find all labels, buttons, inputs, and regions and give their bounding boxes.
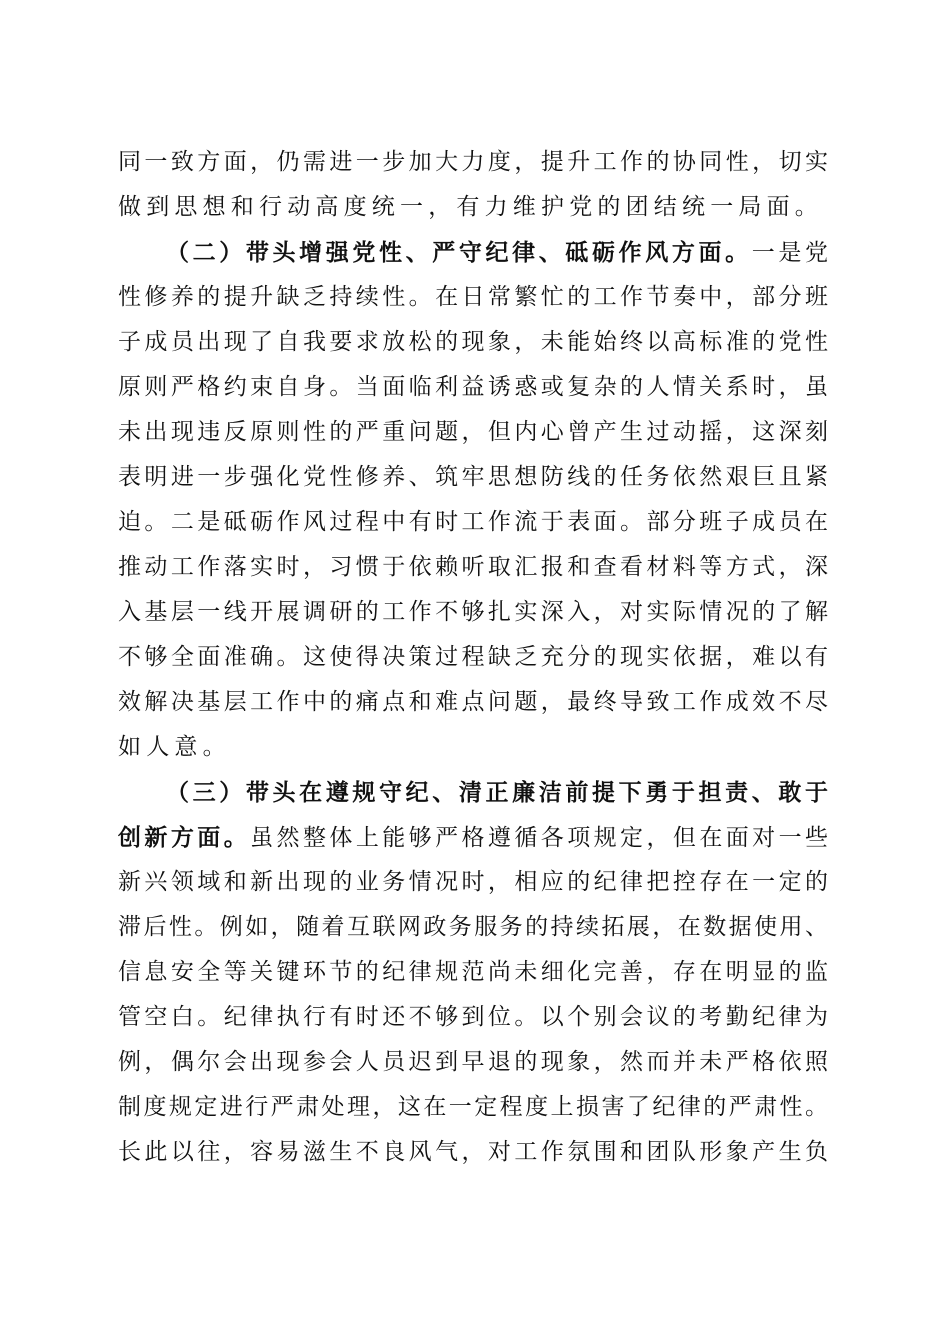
paragraph-2-line-4: 原则严格约束自身。当面临利益诱惑或复杂的人情关系时，虽 [118, 374, 828, 400]
paragraph-3-line-6: 管空白。纪律执行有时还不够到位。以个别会议的考勤纪律为 [118, 1004, 828, 1030]
paragraph-2-line-1 [118, 230, 828, 275]
paragraph-2-line-3: 子成员出现了自我要求放松的现象，未能始终以高标准的党性 [118, 329, 828, 355]
paragraph-3-line-4: 滞后性。例如，随着互联网政务服务的持续拓展，在数据使用、 [118, 914, 828, 940]
paragraph-3-line-9: 长此以往，容易滋生不良风气，对工作氛围和团队形象产生负 [118, 1139, 828, 1165]
paragraph-2-line-8: 推动工作落实时，习惯于依赖听取汇报和查看材料等方式，深 [118, 554, 828, 580]
paragraph-2-line-1-rest: 一是党 [751, 240, 828, 266]
paragraph-3-line-7: 例，偶尔会出现参会人员迟到早退的现象，然而并未严格依照 [118, 1049, 828, 1075]
paragraph-3-heading-line-2: 创新方面。 [118, 824, 251, 851]
paragraph-3-line-3: 新兴领域和新出现的业务情况时，相应的纪律把控存在一定的 [118, 869, 828, 895]
paragraph-2-line-2: 性修养的提升缺乏持续性。在日常繁忙的工作节奏中，部分班 [118, 284, 828, 310]
paragraph-1-line-1: 同一致方面，仍需进一步加大力度，提升工作的协同性，切实 [118, 149, 828, 175]
paragraph-2-line-10: 不够全面准确。这使得决策过程缺乏充分的现实依据，难以有 [118, 644, 828, 670]
paragraph-3-line-2 [118, 815, 828, 860]
paragraph-2-line-12: 如人意。 [118, 734, 231, 760]
document-body [118, 140, 828, 1175]
paragraph-3-line-2-rest: 虽然整体上能够严格遵循各项规定，但在面对一些 [250, 825, 829, 851]
paragraph-2-line-7: 迫。二是砥砺作风过程中有时工作流于表面。部分班子成员在 [118, 509, 828, 535]
paragraph-3-heading-line-1: （三）带头在遵规守纪、清正廉洁前提下勇于担责、敢于 [166, 779, 828, 806]
paragraph-2-line-9: 入基层一线开展调研的工作不够扎实深入，对实际情况的了解 [118, 599, 828, 625]
paragraph-2-line-5: 未出现违反原则性的严重问题，但内心曾产生过动摇，这深刻 [118, 419, 828, 445]
paragraph-1-line-2: 做到思想和行动高度统一，有力维护党的团结统一局面。 [118, 194, 823, 220]
paragraph-3-line-8: 制度规定进行严肃处理，这在一定程度上损害了纪律的严肃性。 [118, 1094, 828, 1120]
paragraph-2-line-6: 表明进一步强化党性修养、筑牢思想防线的任务依然艰巨且紧 [118, 464, 828, 490]
paragraph-3-line-5: 信息安全等关键环节的纪律规范尚未细化完善，存在明显的监 [118, 959, 828, 985]
paragraph-2-line-11: 效解决基层工作中的痛点和难点问题，最终导致工作成效不尽 [118, 689, 828, 715]
paragraph-2-heading: （二）带头增强党性、严守纪律、砥砺作风方面。 [166, 239, 752, 266]
